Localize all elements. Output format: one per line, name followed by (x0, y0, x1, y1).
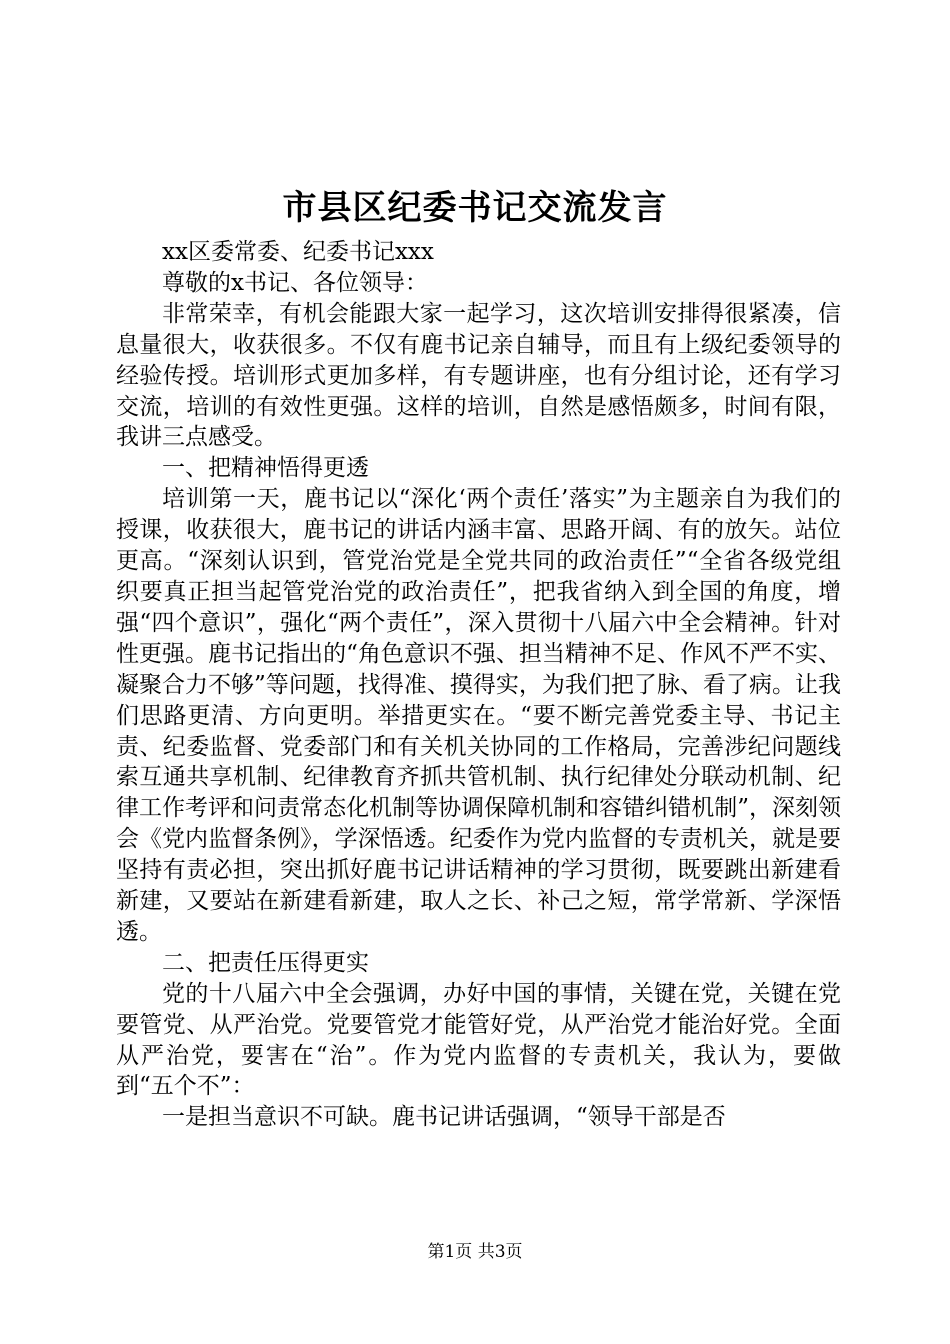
page-footer: 第1页 共3页 (427, 1242, 523, 1262)
body-paragraph-point-1: 一是担当意识不可缺。鹿书记讲话强调，“领导干部是否 (162, 1104, 726, 1131)
salutation: 尊敬的x书记、各位领导： (162, 269, 428, 296)
section-heading-1: 一、把精神悟得更透 (162, 455, 369, 482)
author-line: xx区委常委、纪委书记xxx (162, 239, 434, 265)
section-heading-2: 二、把责任压得更实 (162, 949, 369, 976)
body-paragraph-section-2: 党的十八届六中全会强调，办好中国的事情，关键在党，关键在党要管党、从严治党。党要管党才能管好党，从严治党才能治好党。全面从严治党，要害在“治”。作为党内监督的专责机关，我认为，要做到“五个不”： (116, 980, 841, 1100)
document-body (116, 237, 841, 1133)
document-title: 市县区纪委书记交流发言 (282, 188, 668, 228)
body-paragraph-intro: 非常荣幸，有机会能跟大家一起学习，这次培训安排得很紧凑，信息量很大，收获很多。不仅有鹿书记亲自辅导，而且有上级纪委领导的经验传授。培训形式更加多样，有专题讲座，也有分组讨论，还有学习交流，培训的有效性更强。这样的培训，自然是感悟颇多，时间有限，我讲三点感受。 (116, 300, 841, 451)
body-paragraph-section-1: 培训第一天，鹿书记以“深化‘两个责任’落实”为主题亲自为我们的授课，收获很大，鹿书记的讲话内涵丰富、思路开阔、有的放矢。站位更高。“深刻认识到，管党治党是全党共同的政治责任”“全省各级党组织要真正担当起管党治党的政治责任”，把我省纳入到全国的角度，增强“四个意识”，强化“两个责任”，深入贯彻十八届六中全会精神。针对性更强。鹿书记指出的“角色意识不强、担当精神不足、作风不严不实、凝聚合力不够”等问题，找得准、摸得实，为我们把了脉、看了病。让我们思路更清、方向更明。举措更实在。“要不断完善党委主导、书记主责、纪委监督、党委部门和有关机关协同的工作格局，完善涉纪问题线索互通共享机制、纪律教育齐抓共管机制、执行纪律处分联动机制、纪律工作考评和问责常态化机制等协调保障机制和容错纠错机制”，深刻领会《党内监督条例》，学深悟透。纪委作为党内监督的专责机关，就是要坚持有责必担，突出抓好鹿书记讲话精神的学习贯彻，既要跳出新建看新建，又要站在新建看新建，取人之长、补己之短，常学常新、学深悟透。 (116, 486, 841, 945)
